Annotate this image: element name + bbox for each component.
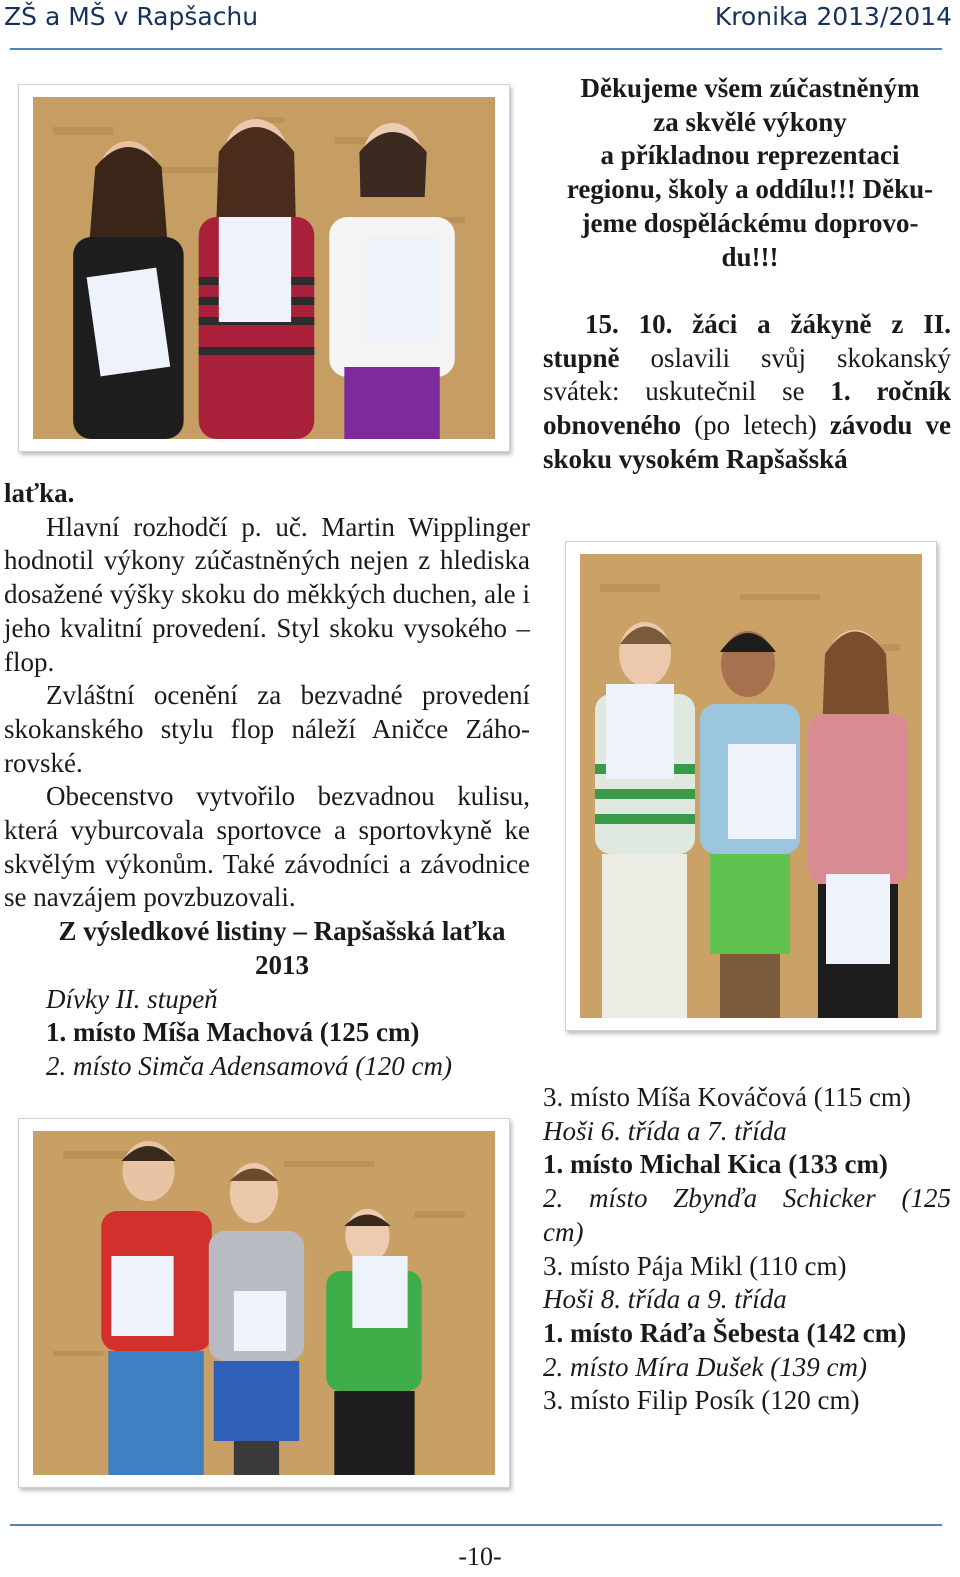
thanks-line: a příkladnou reprezentaci [600, 140, 900, 171]
thanks-line: du!!! [721, 241, 779, 272]
page-header [0, 0, 960, 52]
thanks-block [540, 72, 960, 274]
body-paragraph-1: Hlavní rozhodčí p. uč. Martin Wipplinger hodnotil výkony zúčastněných nejen z hlediska dosažené výšky skoku do měkkých duchen, ale i jeho kvalitní provedení. Styl skoku vysokého – flop. [4, 511, 530, 677]
page-number: -10- [458, 1542, 502, 1571]
photo-boys-younger [565, 541, 937, 1031]
intro-b2: 1. ročník obnoveného [543, 376, 952, 441]
result-boys67-2: 2. místo Zbynďa Schicker (125 cm) [543, 1183, 951, 1247]
result-boys67-3: 3. místo Pája Mikl (110 cm) [543, 1250, 847, 1281]
result-girls-2: 2. místo Simča Adensamová (120 cm) [46, 1050, 452, 1081]
footer-rule [10, 1524, 942, 1526]
results-girls-title: Dívky II. stupeň [46, 983, 218, 1014]
results-boys67-title: Hoši 6. třída a 7. třída [543, 1115, 787, 1146]
intro-text2: oslavili svůj skokanský svátek: uskutečnil se [543, 342, 951, 407]
results-heading: Z výsledkové listiny – Rapšašská laťka 2013 [58, 916, 506, 980]
results-boys89-title: Hoši 8. třída a 9. třída [543, 1284, 787, 1315]
result-boys89-2: 2. místo Míra Dušek (139 cm) [543, 1351, 867, 1382]
photo-boys-older [18, 1118, 510, 1488]
left-column [4, 477, 530, 1084]
right-column-results [543, 1081, 951, 1418]
thanks-line: regionu, školy a oddílu!!! Děku- [566, 174, 934, 205]
thanks-line: jeme dospěláckému doprovo- [581, 207, 919, 238]
thanks-line: Děkujeme všem zúčastněným [580, 73, 920, 103]
header-rule [10, 48, 942, 50]
intro-b1: II. stupně [543, 309, 952, 373]
intro-b3: závodu ve skoku vysokém Rapšašská [543, 410, 952, 474]
result-boys67-1: 1. místo Michal Kica (133 cm) [543, 1149, 888, 1180]
intro-date: 15. 10. [585, 309, 673, 339]
intro-text3: (po letech) [694, 410, 817, 441]
result-boys89-3: 3. místo Filip Posík (120 cm) [543, 1385, 860, 1416]
intro-continuation: laťka. [4, 478, 75, 508]
header-chronicle: Kronika 2013/2014 [714, 2, 952, 31]
body-paragraph-2: Zvláštní ocenění za bezvadné provedení skokanského stylu flop náleží Aničce Záhorovské. [4, 680, 530, 778]
result-boys89-1: 1. místo Ráďa Šebesta (142 cm) [543, 1317, 907, 1348]
result-girls-3: 3. místo Míša Kováčová (115 cm) [543, 1082, 911, 1112]
photo-girls [18, 84, 510, 452]
header-school: ZŠ a MŠ v Rapšachu [4, 2, 259, 31]
intro-paragraph [543, 308, 951, 477]
body-paragraph-3: Obecenstvo vytvořilo bezvadnou kulisu, která vyburcovala sportovce a sportovkyně ke skvělým výkonům. Také závodníci a závodnice se navzájem povzbuzovali. [4, 781, 530, 913]
result-girls-1: 1. místo Míša Machová (125 cm) [46, 1017, 420, 1048]
intro-text1: žáci a žákyně z [692, 309, 904, 339]
thanks-line: za skvělé výkony [653, 106, 847, 137]
